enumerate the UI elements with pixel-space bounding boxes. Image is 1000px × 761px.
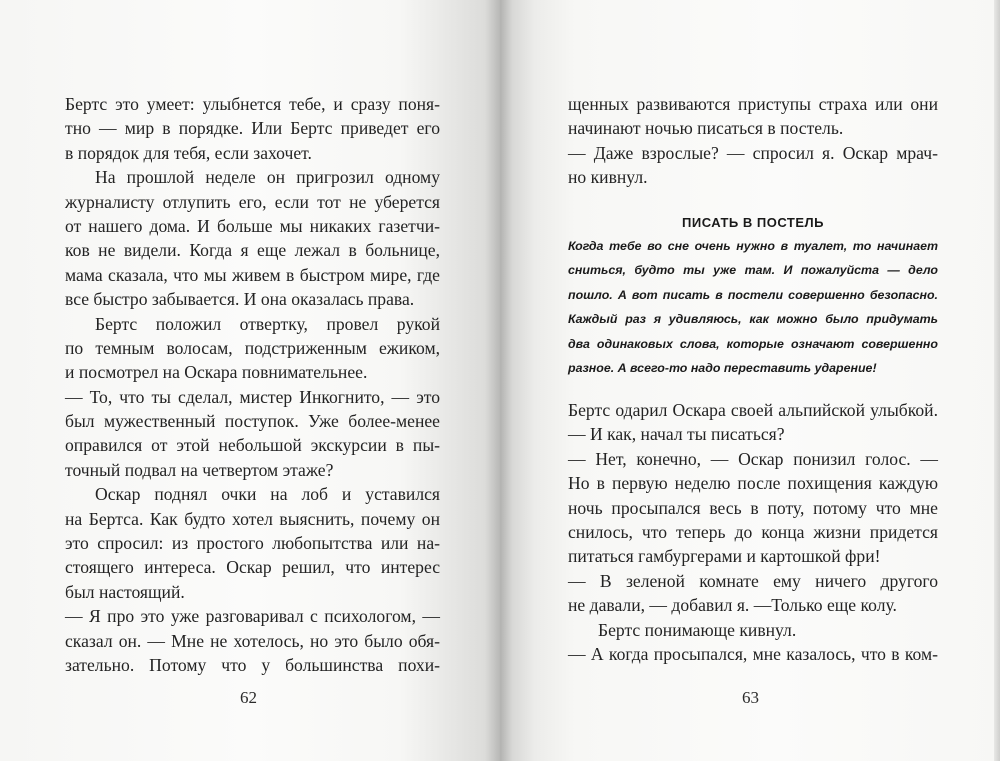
text-line: — В зеленой комнате ему ничего другого: [568, 570, 938, 591]
text-line: мама сказала, что мы живем в быстром мире, где: [65, 264, 440, 285]
text-line: не давали, — добавил я. —Только еще колу.: [568, 595, 897, 616]
text-line: — Даже взрослые? — спросил я. Оскар мрач-: [568, 142, 938, 163]
text-line: пошло. А вот писать в постели совершенно безопасно.: [568, 287, 938, 302]
text-line: Бертс одарил Оскара своей альпийской улыбкой.: [568, 400, 938, 420]
text-line: оправился от этой небольшой экскурсии в пы-: [65, 435, 440, 456]
right-page-text-bottom: [568, 398, 938, 666]
right-page-text-top: [568, 92, 938, 190]
text-line: был мужественный поступок. Уже более-менее: [65, 411, 440, 432]
text-line: — Я про это уже разговаривал с психологом, —: [65, 606, 440, 627]
text-line: точный подвал на четвертом этаже?: [65, 459, 334, 480]
text-line: питаться гамбургерами и картошкой фри!: [568, 546, 881, 567]
inset-title: ПИСАТЬ В ПОСТЕЛЬ: [682, 215, 824, 230]
text-line: — И как, начал ты писаться?: [568, 424, 785, 445]
text-line: два одинаковых слова, которые означают совершенно: [568, 336, 938, 351]
text-line: все быстро забывается. И она оказалась права.: [65, 289, 415, 310]
text-line: Но в первую неделю после похищения каждую: [568, 473, 938, 494]
text-line: На прошлой неделе он пригрозил одному: [95, 167, 440, 188]
page-number-right: 63: [742, 688, 759, 707]
text-line: ночь просыпался весь в поту, потому что мне: [568, 497, 938, 518]
text-line: в порядок для тебя, если захочет.: [65, 142, 312, 163]
text-line: тно — мир в порядке. Или Бертс приведет его: [65, 118, 440, 139]
text-line: сказал он. — Мне не хотелось, но это было обя-: [65, 630, 440, 651]
text-line: разное. А всего-то надо переставить ударение!: [568, 360, 877, 375]
inset-note: [568, 212, 938, 380]
text-line: журналисту отлупить его, если тот не уберется: [65, 191, 440, 212]
left-page-text: [65, 92, 440, 677]
text-line: Бертс понимающе кивнул.: [598, 619, 797, 640]
text-line: от нашего дома. И больше мы никаких газетчи-: [65, 215, 440, 236]
page-edge: [994, 0, 1000, 761]
page-number-left: 62: [240, 688, 257, 707]
text-line: снилось, что теперь до конца жизни придется: [568, 521, 938, 542]
text-line: Оскар поднял очки на лоб и уставился: [95, 484, 440, 505]
text-line: Каждый раз я удивляюсь, как можно было придумать: [568, 312, 938, 327]
text-line: начинают ночью писаться в постель.: [568, 118, 844, 139]
text-line: — А когда просыпался, мне казалось, что в ком-: [568, 643, 938, 664]
text-line: Бертс это умеет: улыбнется тебе, и сразу поня-: [65, 94, 440, 114]
text-line: щенных развиваются приступы страха или они: [568, 94, 938, 114]
text-line: по темным волосам, подстриженным ежиком,: [65, 337, 440, 358]
text-line: — То, что ты сделал, мистер Инкогнито, — это: [65, 386, 440, 407]
text-line: сниться, будто ты уже там. И пожалуйста — дело: [568, 263, 938, 278]
text-line: зательно. Потому что у большинства похи-: [65, 654, 440, 675]
text-line: — Нет, конечно, — Оскар понизил голос. —: [568, 448, 938, 469]
text-line: Бертс положил отвертку, провел рукой: [95, 313, 440, 334]
text-line: Когда тебе во сне очень нужно в туалет, то начинает: [568, 239, 938, 253]
text-line: и посмотрел на Оскара повнимательнее.: [65, 362, 368, 383]
text-line: ков не видели. Когда я еще лежал в больнице,: [65, 240, 440, 261]
text-line: стоящего интереса. Оскар решил, что интерес: [65, 557, 440, 578]
text-line: был настоящий.: [65, 581, 185, 602]
inset-body: [568, 234, 938, 380]
text-line: но кивнул.: [568, 167, 648, 188]
text-line: это спросил: из простого любопытства или на-: [65, 533, 440, 554]
text-line: на Бертса. Как будто хотел выяснить, почему он: [65, 508, 440, 529]
